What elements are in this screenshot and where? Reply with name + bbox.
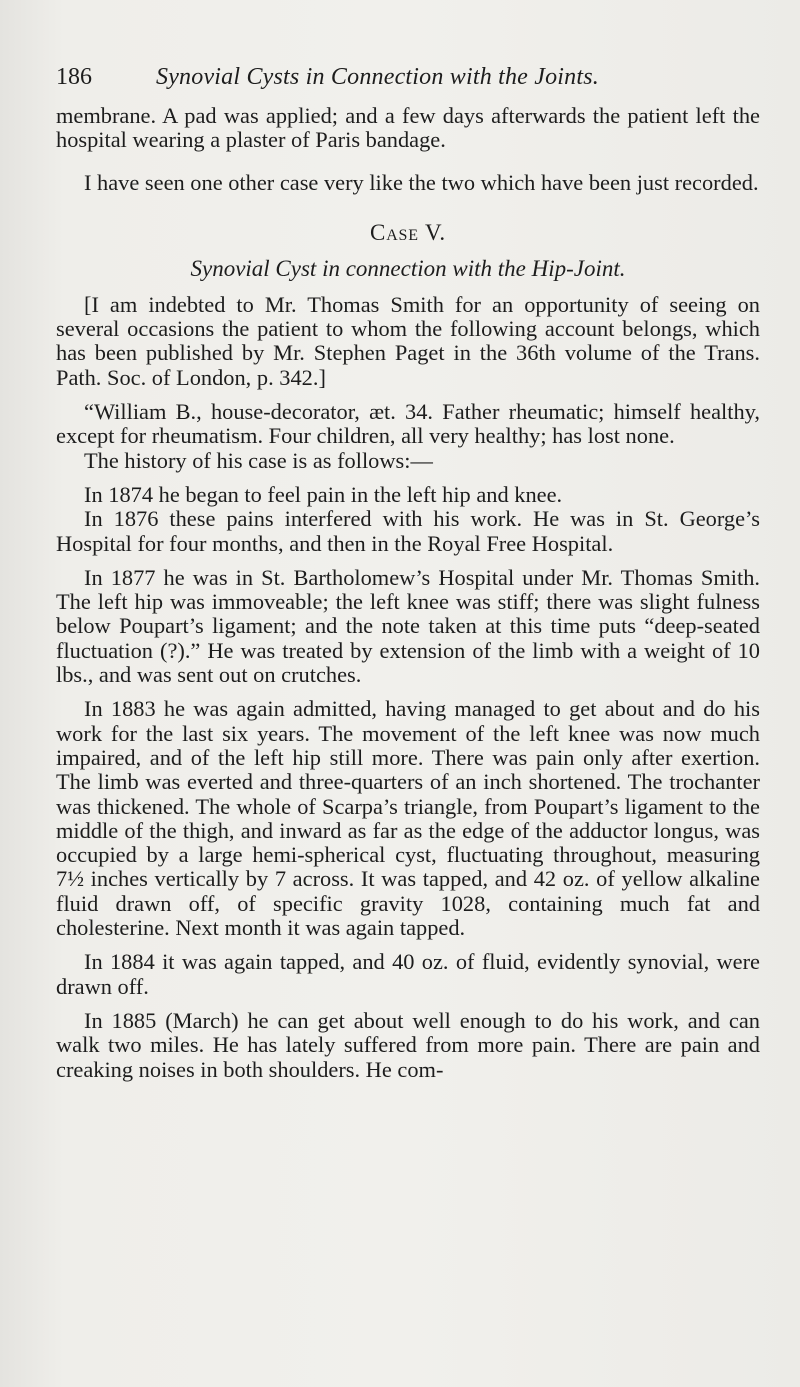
- paragraph-patient: “William B., house-decorator, æt. 34. Father rheumatic; himself healthy, except for rheumatism. Four children, all very healthy; has lost none.: [56, 399, 760, 449]
- paragraph-1874: In 1874 he began to feel pain in the left hip and knee.: [84, 481, 563, 507]
- paragraph-acknowledgement: [I am indebted to Mr. Thomas Smith for an opportunity of seeing on several occasions the patient to whom the following account belongs, which has been published by Mr. Stephen Paget in the 36th volume of the Trans. Path. Soc. of London, p. 342.]: [56, 291, 760, 390]
- paragraph-1885: In 1885 (March) he can get about well enough to do his work, and can walk two miles. He has lately suffered from more pain. There are pain and creaking noises in both shoulders. He com-: [56, 1007, 760, 1082]
- paragraph-1877: In 1877 he was in St. Bartholomew’s Hospital under Mr. Thomas Smith. The left hip was immoveable; the left knee was stiff; there was slight fulness below Poupart’s ligament; and the note taken at this time puts “deep-seated fluctuation (?).” He was treated by extension of the limb with a weight of 10 lbs., and was sent out on crutches.: [56, 564, 760, 688]
- paragraph-continuation: membrane. A pad was applied; and a few days afterwards the patient left the hospital wearing a plaster of Paris bandage.: [56, 103, 760, 153]
- body-text: [56, 104, 760, 1082]
- running-head: [56, 62, 760, 92]
- paragraph-remark: I have seen one other case very like the two which have been just recorded.: [84, 169, 759, 195]
- paragraph-1883: In 1883 he was again admitted, having managed to get about and do his work for the last six years. The movement of the left knee was now much impaired, and of the left hip still more. There was pain only after exertion. The limb was everted and three-quarters of an inch shortened. The trochanter was thickened. The whole of Scarpa’s triangle, from Poupart’s ligament to the middle of the thigh, and inward as far as the edge of the adductor longus, was occupied by a large hemi-spherical cyst, fluctuating throughout, measuring 7½ inches vertically by 7 across. It was tapped, and 42 oz. of yellow alkaline fluid drawn off, of specific gravity 1028, containing much fat and cholesterine. Next month it was again tapped.: [56, 696, 760, 941]
- page-number: 186: [56, 64, 92, 90]
- paragraph-1876: In 1876 these pains interfered with his work. He was in St. George’s Hospital for four months, and then in the Royal Free Hospital.: [56, 506, 760, 556]
- case-heading: Case V.: [370, 219, 446, 245]
- case-subtitle: Synovial Cyst in connection with the Hip-Joint.: [190, 255, 626, 281]
- paragraph-1884: In 1884 it was again tapped, and 40 oz. of fluid, evidently synovial, were drawn off.: [56, 949, 760, 999]
- running-title: Synovial Cysts in Connection with the Joints.: [156, 64, 599, 90]
- paragraph-history-intro: The history of his case is as follows:—: [84, 447, 433, 473]
